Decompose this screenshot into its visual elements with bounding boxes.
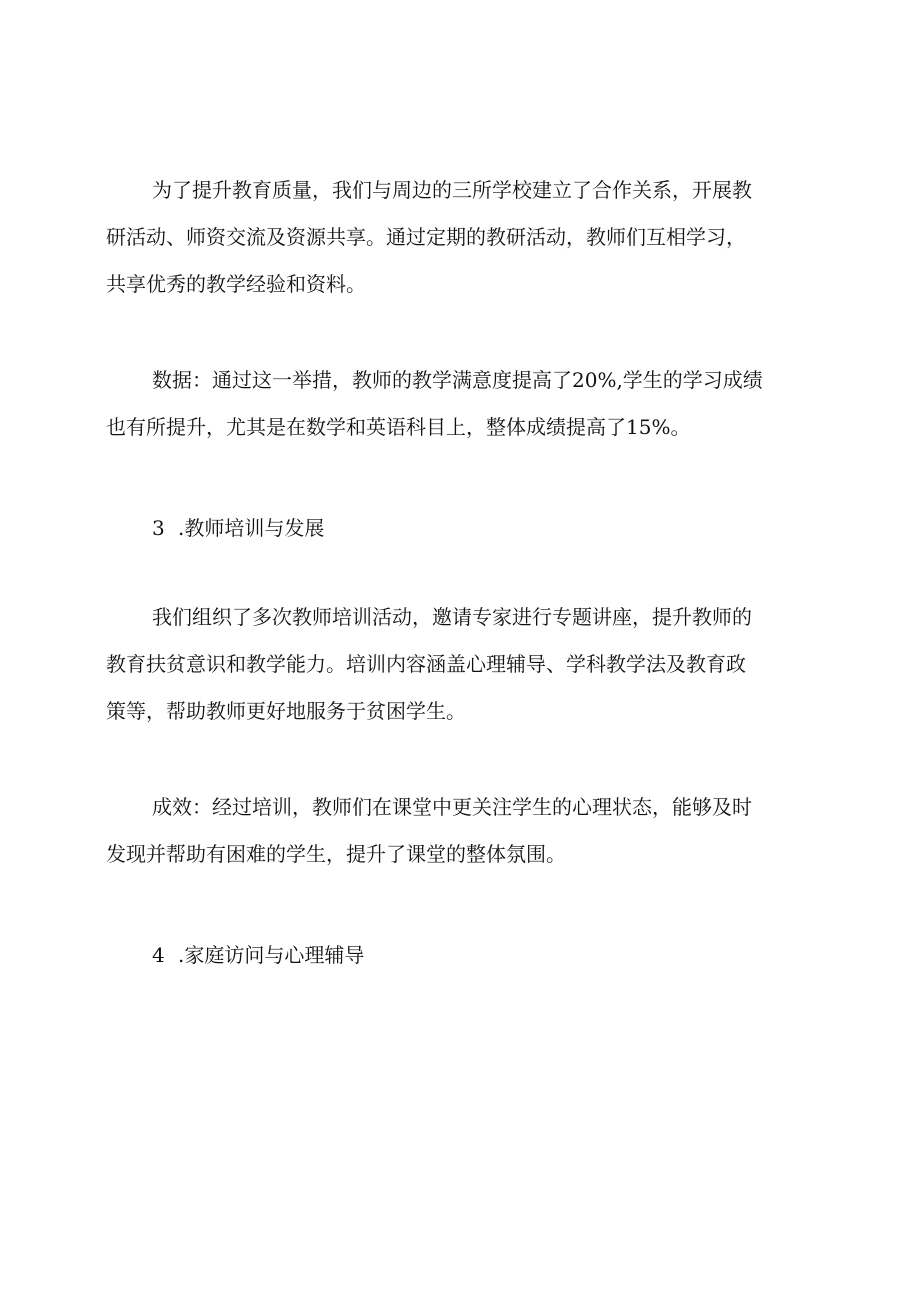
section-number: 4	[152, 943, 165, 967]
paragraph-results	[106, 784, 806, 878]
paragraph-cooperation	[106, 167, 806, 308]
paragraph-line: 发现并帮助有困难的学生，提升了课堂的整体氛围。	[106, 842, 566, 866]
paragraph-line: 策等，帮助教师更好地服务于贫困学生。	[106, 699, 466, 723]
paragraph-training	[106, 594, 806, 735]
paragraph-line: 为了提升教育质量，我们与周边的三所学校建立了合作关系，开展教	[152, 178, 752, 202]
paragraph-line: 也有所提升，尤其是在数学和英语科目上，整体成绩提高了15%。	[106, 415, 691, 439]
section-title: .家庭访问与心理辅导	[178, 943, 365, 967]
section-number: 3	[152, 516, 165, 540]
paragraph-line: 共享优秀的教学经验和资料。	[106, 272, 366, 296]
paragraph-line: 成效：经过培训，教师们在课堂中更关注学生的心理状态，能够及时	[152, 795, 752, 819]
paragraph-line: 数据：通过这一举措，教师的教学满意度提高了20%,学生的学习成绩	[152, 368, 763, 392]
paragraph-data	[106, 357, 806, 451]
section-heading-3	[152, 505, 324, 552]
paragraph-line: 研活动、师资交流及资源共享。通过定期的教研活动，教师们互相学习，	[106, 225, 746, 249]
section-title: .教师培训与发展	[178, 516, 325, 540]
paragraph-line: 我们组织了多次教师培训活动，邀请专家进行专题讲座，提升教师的	[152, 605, 752, 629]
section-heading-4	[152, 932, 364, 979]
paragraph-line: 教育扶贫意识和教学能力。培训内容涵盖心理辅导、学科教学法及教育政	[106, 652, 746, 676]
